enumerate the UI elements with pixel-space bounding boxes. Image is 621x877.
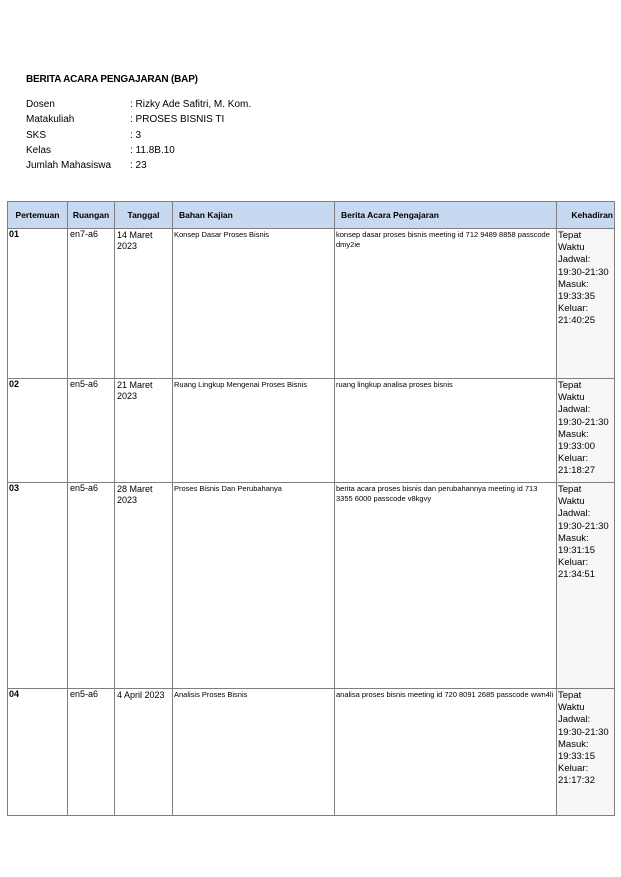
cell-pertemuan: 02	[8, 379, 68, 483]
cell-kehadiran: Tepat Waktu Jadwal: 19:30-21:30 Masuk: 19:31:15 Keluar: 21:34:51	[557, 483, 615, 689]
table-row	[8, 229, 615, 379]
info-value: : 3	[130, 129, 142, 141]
header-pertemuan: Pertemuan	[8, 202, 68, 229]
header-tanggal: Tanggal	[115, 202, 173, 229]
info-row-matakuliah	[26, 112, 251, 127]
info-row-jumlah-mahasiswa	[26, 158, 251, 173]
cell-bahan-kajian: Analisis Proses Bisnis	[173, 689, 335, 816]
cell-ruangan: en5-a6	[68, 379, 115, 483]
cell-bahan-kajian: Ruang Lingkup Mengenai Proses Bisnis	[173, 379, 335, 483]
cell-tanggal: 14 Maret 2023	[115, 229, 173, 379]
cell-kehadiran: Tepat Waktu Jadwal: 19:30-21:30 Masuk: 19:33:15 Keluar: 21:17:32	[557, 689, 615, 816]
info-label: Kelas	[26, 144, 52, 156]
info-row-sks	[26, 128, 251, 143]
header-berita-acara: Berita Acara Pengajaran	[335, 202, 557, 229]
cell-pertemuan: 03	[8, 483, 68, 689]
cell-berita-acara: ruang lingkup analisa proses bisnis	[335, 379, 557, 483]
info-value: : PROSES BISNIS TI	[130, 114, 225, 126]
cell-ruangan: en7-a6	[68, 229, 115, 379]
cell-tanggal: 4 April 2023	[115, 689, 173, 816]
cell-berita-acara: konsep dasar proses bisnis meeting id 712 9489 8858 passcode dmy2ie	[335, 229, 557, 379]
table-row	[8, 379, 615, 483]
table-row	[8, 689, 615, 816]
cell-berita-acara: berita acara proses bisnis dan perubahannya meeting id 713 3355 6000 passcode v8kgvy	[335, 483, 557, 689]
cell-pertemuan: 04	[8, 689, 68, 816]
header-kehadiran: Kehadiran	[557, 202, 615, 229]
cell-pertemuan: 01	[8, 229, 68, 379]
header-ruangan: Ruangan	[68, 202, 115, 229]
cell-berita-acara: analisa proses bisnis meeting id 720 8091 2685 passcode wwn4li	[335, 689, 557, 816]
document-title: BERITA ACARA PENGAJARAN (BAP)	[26, 74, 198, 85]
table-header-row	[8, 202, 615, 229]
cell-kehadiran: Tepat Waktu Jadwal: 19:30-21:30 Masuk: 19:33:00 Keluar: 21:18:27	[557, 379, 615, 483]
info-row-dosen	[26, 97, 251, 112]
bap-table	[7, 201, 615, 816]
cell-kehadiran: Tepat Waktu Jadwal: 19:30-21:30 Masuk: 19:33:35 Keluar: 21:40:25	[557, 229, 615, 379]
course-info	[26, 97, 251, 173]
info-value: : 23	[130, 160, 147, 172]
info-label: Matakuliah	[26, 114, 75, 126]
header-bahan-kajian: Bahan Kajian	[173, 202, 335, 229]
cell-bahan-kajian: Proses Bisnis Dan Perubahanya	[173, 483, 335, 689]
info-label: Dosen	[26, 99, 55, 110]
info-label: SKS	[26, 129, 47, 141]
cell-ruangan: en5-a6	[68, 689, 115, 816]
cell-tanggal: 21 Maret 2023	[115, 379, 173, 483]
info-label: Jumlah Mahasiswa	[26, 160, 112, 172]
info-row-kelas	[26, 143, 251, 158]
cell-bahan-kajian: Konsep Dasar Proses Bisnis	[173, 229, 335, 379]
cell-tanggal: 28 Maret 2023	[115, 483, 173, 689]
info-value: : Rizky Ade Safitri, M. Kom.	[130, 99, 252, 110]
info-value: : 11.8B.10	[130, 144, 175, 156]
table-row	[8, 483, 615, 689]
cell-ruangan: en5-a6	[68, 483, 115, 689]
